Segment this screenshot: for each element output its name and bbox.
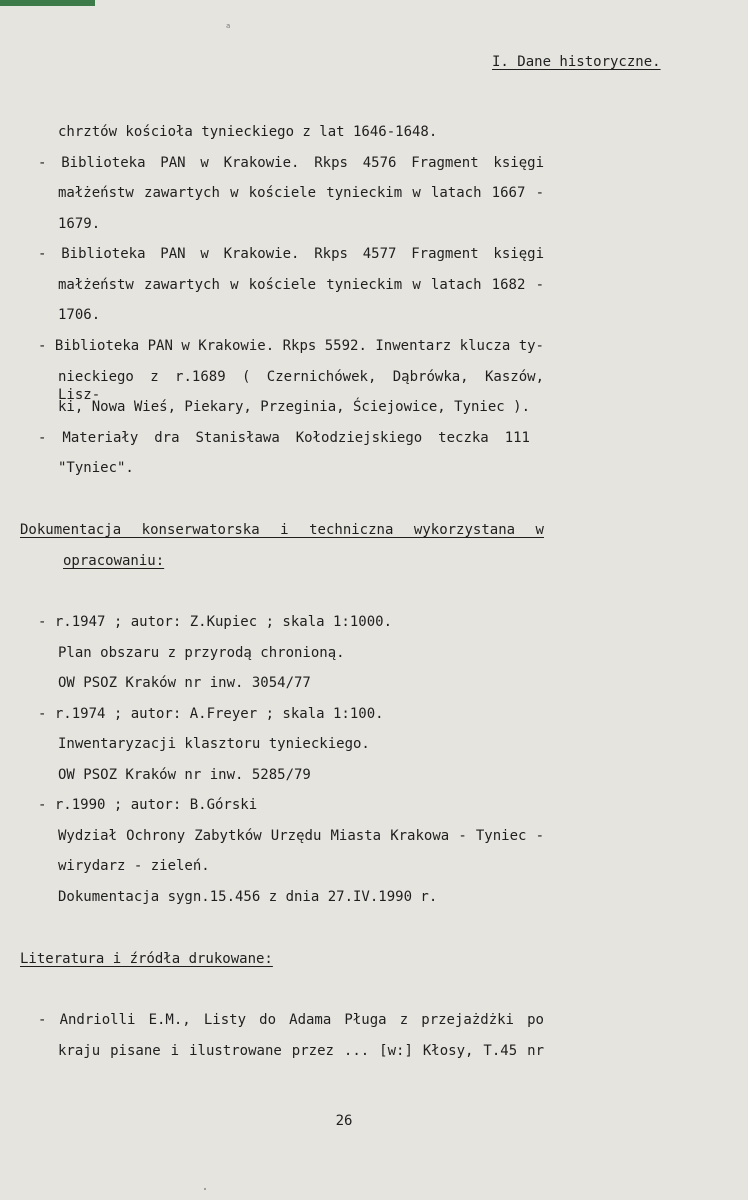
section-heading-literature: Literatura i źródła drukowane: bbox=[20, 951, 273, 967]
source-line: - Biblioteka PAN w Krakowie. Rkps 4577 Fragment księgi bbox=[38, 246, 544, 262]
documentation-line: OW PSOZ Kraków nr inw. 5285/79 bbox=[58, 767, 311, 783]
source-line: ki, Nowa Wieś, Piekary, Przeginia, Ściejowice, Tyniec ). bbox=[58, 399, 531, 415]
source-line: - Materiały dra Stanisława Kołodziejskiego teczka 111 bbox=[38, 430, 530, 446]
scan-speck: a bbox=[226, 22, 231, 30]
section-heading-documentation-cont: opracowaniu: bbox=[63, 553, 165, 569]
source-line: nieckiego z r.1689 ( Czernichówek, Dąbrówka, Kaszów, Lisz- bbox=[58, 369, 544, 403]
documentation-line: OW PSOZ Kraków nr inw. 3054/77 bbox=[58, 675, 311, 691]
section-heading-documentation: Dokumentacja konserwatorska i techniczna wykorzystana w bbox=[20, 522, 544, 538]
source-line: chrztów kościoła tynieckiego z lat 1646-1648. bbox=[58, 124, 438, 140]
documentation-line: Wydział Ochrony Zabytków Urzędu Miasta Krakowa - Tyniec - bbox=[58, 828, 544, 844]
top-edge-strip bbox=[0, 0, 95, 6]
source-line: 1679. bbox=[58, 216, 101, 232]
source-line: - Biblioteka PAN w Krakowie. Rkps 4576 Fragment księgi bbox=[38, 155, 544, 171]
source-line: 1706. bbox=[58, 307, 101, 323]
source-line: "Tyniec". bbox=[58, 460, 134, 476]
documentation-line: Dokumentacja sygn.15.456 z dnia 27.IV.1990 r. bbox=[58, 889, 438, 905]
documentation-line: - r.1974 ; autor: A.Freyer ; skala 1:100. bbox=[38, 706, 384, 722]
source-line: małżeństw zawartych w kościele tynieckim w latach 1682 - bbox=[58, 277, 544, 293]
literature-line: - Andriolli E.M., Listy do Adama Pługa z przejażdżki po bbox=[38, 1012, 544, 1028]
running-title: I. Dane historyczne. bbox=[492, 54, 661, 70]
documentation-line: Plan obszaru z przyrodą chronioną. bbox=[58, 645, 345, 661]
documentation-line: Inwentaryzacji klasztoru tynieckiego. bbox=[58, 736, 370, 752]
documentation-line: - r.1947 ; autor: Z.Kupiec ; skala 1:1000. bbox=[38, 614, 393, 630]
literature-line: kraju pisane i ilustrowane przez ... [w:] Kłosy, T.45 nr bbox=[58, 1043, 544, 1059]
source-line: - Biblioteka PAN w Krakowie. Rkps 5592. Inwentarz klucza ty- bbox=[38, 338, 544, 354]
source-line: małżeństw zawartych w kościele tynieckim w latach 1667 - bbox=[58, 185, 544, 201]
documentation-line: - r.1990 ; autor: B.Górski bbox=[38, 797, 258, 813]
scan-dot bbox=[204, 1188, 206, 1190]
documentation-line: wirydarz - zieleń. bbox=[58, 858, 210, 874]
page-number: 26 bbox=[335, 1113, 353, 1129]
